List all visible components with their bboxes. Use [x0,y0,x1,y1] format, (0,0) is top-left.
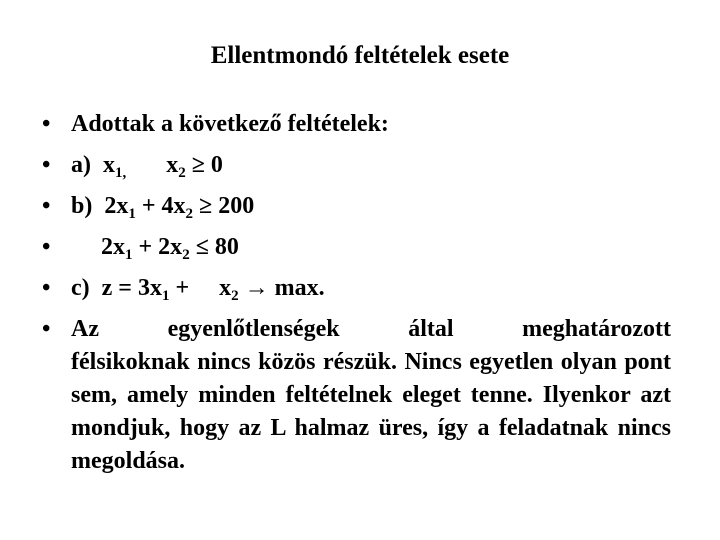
condition-b-sub2: 2 [185,206,194,222]
slide-title: Ellentmondó feltételek esete [210,42,510,69]
condition-b-sub1: 1 [128,206,136,222]
condition-b2-relation: ≤ 80 [195,234,239,260]
objective-sub1: 1 [161,288,170,304]
condition-a-var2: x [166,152,179,178]
bullet-icon: • [42,193,51,219]
condition-b-term1: 2x [104,193,129,219]
condition-b-relation: ≥ 200 [199,193,255,219]
objective-sub2: 2 [231,288,239,304]
condition-a-label: a) [71,152,91,178]
arrow-icon: → [244,275,269,301]
objective-var2: x [219,275,232,301]
objective-c [71,268,325,309]
condition-a-sub2: 2 [178,165,186,181]
condition-a-relation: ≥ 0 [191,152,223,178]
condition-b2-sub2: 2 [182,247,190,263]
condition-b2-term2: + 2x [138,234,183,260]
list-item [0,104,720,145]
bullet-icon: • [42,234,51,260]
explanation-paragraph [71,313,671,478]
objective-goal: max. [274,275,325,301]
list-item [0,227,720,268]
condition-a [71,145,223,186]
objective-label: c) [71,275,90,301]
explanation-rest: félsikoknak nincs közös részük. Nincs egyetlen olyan pont sem, amely minden feltételnek eleget tenne. Ilyenkor azt mondjuk, hogy az L halmaz üres, így a feladatnak nincs megoldása. [71,349,671,474]
intro-text: Adottak a következő feltételek: [71,111,389,137]
objective-plus: + [175,275,190,301]
list-item [0,145,720,186]
objective-lhs: z = 3x [101,275,162,301]
condition-a-sub1: 1, [115,165,127,181]
list-item [0,309,720,479]
bullet-icon: • [42,275,51,301]
condition-b2-sub1: 1 [125,247,133,263]
list-item [0,186,720,227]
condition-b2-term1: 2x [101,234,125,260]
explanation-line-1: Az egyenlőtlenségek által meghatározott [71,316,671,342]
condition-a-var1: x [103,152,115,178]
bullet-icon: • [42,152,51,178]
condition-b-term2: + 4x [141,193,186,219]
condition-b-label: b) [71,193,93,219]
bullet-list [0,104,720,479]
bullet-icon: • [42,316,51,342]
bullet-icon: • [42,111,51,137]
list-item [0,268,720,309]
condition-b2 [101,227,239,268]
condition-b [71,186,254,227]
